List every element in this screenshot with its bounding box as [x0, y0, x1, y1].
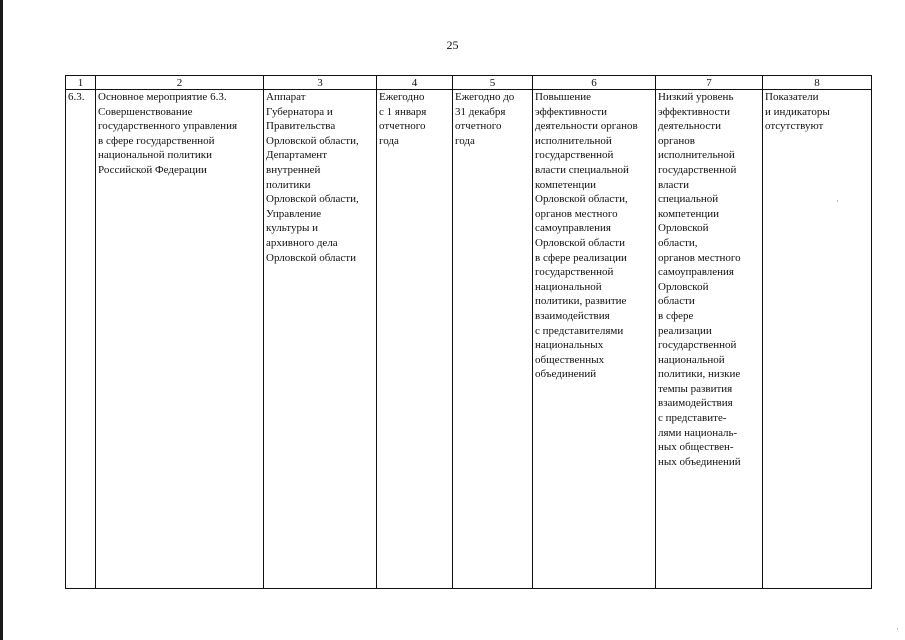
- scan-speck-icon: ·: [836, 196, 839, 206]
- header-col-8: 8: [763, 76, 872, 90]
- indicators-text: Показатели и индикаторы отсутствуют: [765, 91, 830, 133]
- scan-speck-icon: ·: [896, 624, 899, 634]
- start-date-cell: [377, 90, 453, 589]
- activity-cell: [96, 90, 264, 589]
- start-date-text: Ежегодно с 1 января отчетного года: [379, 91, 427, 147]
- header-col-1: 1: [66, 76, 96, 90]
- table-row: [66, 90, 872, 589]
- page-number: 25: [446, 38, 459, 52]
- header-col-6: 6: [533, 76, 656, 90]
- header-row: [66, 76, 872, 90]
- indicators-cell: [763, 90, 872, 589]
- header-col-5: 5: [453, 76, 533, 90]
- expected-result-cell: [533, 90, 656, 589]
- header-col-2: 2: [96, 76, 264, 90]
- header-col-3: 3: [264, 76, 377, 90]
- row-number: 6.3.: [68, 91, 85, 103]
- consequences-text: Низкий уровень эффективности деятельности органов исполнительной государственной власти специальной компетенции Орловской области, органов местного самоуправления Орловской области в сфере реализации государственной национальной политики, низкие темпы развития взаимодействия с представите- лями националь- ных обществен- ных объединений: [658, 91, 741, 468]
- header-col-7: 7: [656, 76, 763, 90]
- header-col-4: 4: [377, 76, 453, 90]
- row-number-cell: [66, 90, 96, 589]
- expected-result-text: Повышение эффективности деятельности органов исполнительной государственной власти специальной компетенции Орловской области, органов местного самоуправления Орловской области в сфере реализации государственной национальной политики, развитие взаимодействия с представителями национальных общественных объединений: [535, 91, 638, 381]
- executor-cell: [264, 90, 377, 589]
- activity-text: Основное мероприятие 6.3. Совершенствование государственного управления в сфере государственной национальной политики Российской Федерации: [98, 91, 238, 176]
- end-date-text: Ежегодно до 31 декабря отчетного года: [455, 91, 515, 147]
- executor-text: Аппарат Губернатора и Правительства Орловской области, Департамент внутренней политики Орловской области, Управление культуры и архивного дела Орловской области: [266, 91, 359, 264]
- consequences-cell: [656, 90, 763, 589]
- program-table: [65, 75, 872, 589]
- end-date-cell: [453, 90, 533, 589]
- scan-edge: [0, 0, 3, 640]
